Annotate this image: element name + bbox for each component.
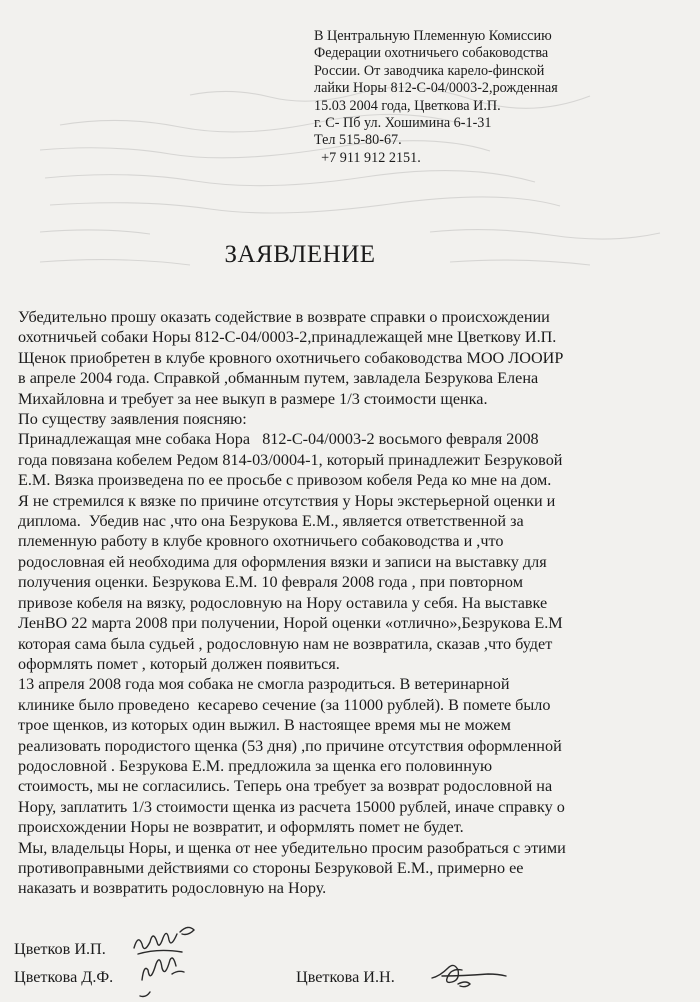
body-line: противоправными действиями со стороны Безруковой Е.М., примерно ее [18, 858, 524, 877]
body-line: происхождении Норы не возвратит, и оформлять помет не будет. [18, 818, 464, 837]
addressee-line: Федерации охотничьего собаководства [314, 45, 549, 62]
body-line: Нору, заплатить 1/3 стоимости щенка из расчета 15000 рублей, иначе справку о [18, 797, 565, 816]
body-line: родословная ей необходима для оформления вязки и записи на выставку для [18, 552, 547, 571]
body-line: Щенок приобретен в клубе кровного охотничьего собаководства МОО ЛООИР [18, 348, 564, 367]
addressee-line: В Центральную Племенную Комиссию [314, 28, 552, 44]
signatory-name-1: Цветков И.П. [14, 940, 106, 958]
body-line: стоимость, мы не согласились. Теперь она требует за возврат родословной на [18, 777, 553, 796]
body-line: родословной . Безрукова Е.М. предложила за щенка его половинную [18, 756, 493, 775]
body-line: трое щенков, из которых один выжил. В настоящее время мы не можем [18, 716, 511, 735]
signatory-name-2: Цветкова Д.Ф. [14, 968, 114, 986]
handwritten-signature-2 [428, 954, 512, 994]
body-line: Принадлежащая мне собака Нора 812-С-04/0003-2 восьмого февраля 2008 [18, 430, 539, 449]
body-line: наказать и возвратить родословную на Нору. [18, 879, 327, 898]
body-line: племенную работу в клубе кровного охотничьего собаководства и ,что [18, 532, 504, 551]
body-line: Михайловна и требует за нее выкуп в размере 1/3 стоимости щенка. [18, 389, 488, 408]
addressee-line: России. От заводчика карело-финской [314, 62, 545, 79]
addressee-line: 15.03 2004 года, Цветкова И.П. [314, 97, 501, 114]
addressee-line: г. С- Пб ул. Хошимина 6-1-31 [314, 115, 492, 132]
body-line: По существу заявления поясняю: [18, 410, 247, 429]
body-line: получения оценки. Безрукова Е.М. 10 февраля 2008 года , при повторном [18, 573, 523, 592]
body-line: оформлять помет , который должен появиться. [18, 654, 340, 673]
body-line: ЛенВО 22 марта 2008 при получении, Норой оценки «отлично»,Безрукова Е.М [18, 614, 563, 633]
body-line: Мы, владельцы Норы, и щенка от нее убедительно просим разобраться с этими [18, 838, 566, 857]
addressee-line: лайки Норы 812-С-04/0003-2,рожденная [314, 80, 558, 97]
body-line: привозе кобеля на вязку, родословную на Нору оставила у себя. На выставке [18, 593, 548, 612]
body-line: Е.М. Вязка произведена по ее просьбе с привозом кобеля Реда ко мне на дом. [18, 471, 552, 490]
handwritten-signature-1 [128, 918, 204, 1000]
body-line: Я не стремился к вязке по причине отсутствия у Норы экстерьерной оценки и [18, 491, 556, 510]
body-line: в апреле 2004 года. Справкой ,обманным путем, завладела Безрукова Елена [18, 369, 539, 388]
addressee-block [314, 28, 694, 167]
body-line: охотничьей собаки Норы 812-С-04/0003-2,принадлежащей мне Цветкову И.П. [18, 328, 557, 347]
addressee-line: Тел 515-80-67. [314, 132, 402, 149]
addressee-line: +7 911 912 2151. [314, 149, 421, 166]
body-line: Убедительно прошу оказать содействие в возврате справки о происхождении [18, 308, 550, 326]
body-line: диплома. Убедив нас ,что она Безрукова Е.М., является ответственной за [18, 512, 524, 531]
body-line: 13 апреля 2008 года моя собака не смогла разродиться. В ветеринарной [18, 675, 510, 694]
body-line: реализовать породистого щенка (53 дня) ,по причине отсутствия оформленной [18, 736, 562, 755]
body-line: которая сама была судьей , родословную нам не возвратила, сказав ,что будет [18, 634, 553, 653]
signatory-name-3: Цветкова И.Н. [296, 968, 395, 986]
body-line: года повязана кобелем Редом 814-03/0004-1, который принадлежит Безруковой [18, 450, 563, 469]
body-line: клинике было проведено кесарево сечение (за 11000 рублей). В помете было [18, 695, 551, 714]
statement-body [18, 307, 700, 899]
document-title: ЗАЯВЛЕНИЕ [224, 241, 376, 268]
